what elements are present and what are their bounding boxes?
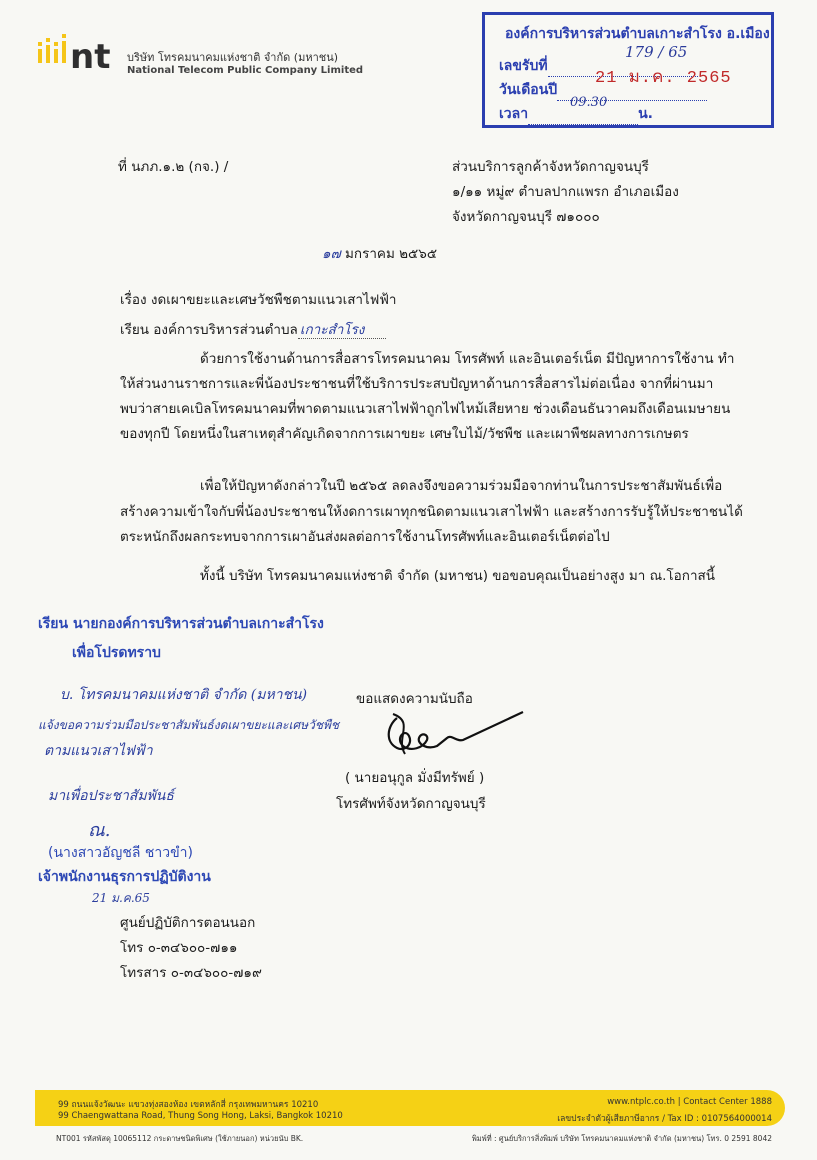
footer-address-th: 99 ถนนแจ้งวัฒนะ แขวงทุ่งสองห้อง เขตหลักสี่ กรุงเทพมหานคร 10210: [58, 1100, 319, 1110]
stamp-receive-value: 179 / 65: [625, 43, 688, 61]
footer-web: www.ntplc.co.th | Contact Center 1888: [607, 1097, 772, 1107]
signature-image: [375, 708, 525, 763]
receipt-stamp: [482, 12, 774, 128]
sender-line-2: ๑/๑๑ หมู่๙ ตำบลปากแพรก อำเภอเมือง: [452, 184, 679, 200]
stamp-receive-label: เลขรับที่: [499, 58, 548, 74]
clerk-title: เจ้าพนักงานธุรการปฏิบัติงาน: [38, 869, 211, 885]
signer-name: ( นายอนุกูล มั่งมีทรัพย์ ): [345, 770, 485, 786]
stamp-time-value: 09.30: [570, 95, 608, 110]
clerk-date: 21 ม.ค.65: [92, 891, 150, 905]
hand-note-2: แจ้งขอความร่วมมือประชาสัมพันธ์งดเผาขยะและเศษวัชพืช: [38, 718, 340, 732]
letter-date-day: ๑๗: [322, 246, 341, 262]
hand-initial: ณ.: [88, 820, 111, 841]
hand-note-4: มาเพื่อประชาสัมพันธ์: [48, 788, 174, 804]
para2-line2: สร้างความเข้าใจกับพี่น้องประชาชนให้งดการเผาทุกชนิดตามแนวเสาไฟฟ้า และสร้างการรับรู้ให้ประชาชนได้: [120, 504, 743, 520]
company-name-en: National Telecom Public Company Limited: [127, 65, 364, 76]
stamp-date-value: 21 ม.ค. 2565: [595, 69, 732, 88]
para1-line1: ด้วยการใช้งานด้านการสื่อสารโทรคมนาคม โทรศัพท์ และอินเตอร์เน็ต มีปัญหาการใช้งาน ทำ: [200, 351, 735, 367]
sender-line-3: จังหวัดกาญจนบุรี ๗๑๐๐๐: [452, 209, 600, 225]
letter-ref: ที่ นภภ.๑.๒ (กจ.) /: [118, 159, 229, 175]
hand-note-1: บ. โทรคมนาคมแห่งชาติ จำกัด (มหาชน): [60, 687, 308, 703]
footer-printer: พิมพ์ที่ : ศูนย์บริการสิ่งพิมพ์ บริษัท โทรคมนาคมแห่งชาติ จำกัด (มหาชน) โทร. 0 2591 8042: [471, 1134, 772, 1143]
annotation-addressee: เรียน นายกองค์การบริหารส่วนตำบลเกาะสำโรง: [38, 616, 324, 632]
para1-line2: ให้ส่วนงานราชการและพี่น้องประชาชนที่ใช้บริการประสบปัญหาด้านการสื่อสารไม่ต่อเนื่อง จากที่ผ่านมา: [120, 376, 714, 392]
footer-form-code: NT001 รหัสพัสดุ 10065112 กระดาษชนิดพิเศษ (ใช้ภายนอก) หน่วยนับ BK.: [56, 1134, 304, 1143]
signer-title: โทรศัพท์จังหวัดกาญจนบุรี: [336, 796, 486, 812]
hand-note-3: ตามแนวเสาไฟฟ้า: [44, 743, 153, 759]
dept-fax: โทรสาร ๐-๓๔๖๐๐-๗๑๙: [120, 965, 262, 981]
para3: ทั้งนี้ บริษัท โทรคมนาคมแห่งชาติ จำกัด (มหาชน) ขอขอบคุณเป็นอย่างสูง มา ณ.โอกาสนี้: [200, 568, 715, 584]
stamp-time-suffix: น.: [638, 106, 653, 122]
letter-date-rest: มกราคม ๒๕๖๕: [345, 246, 438, 262]
stamp-date-label: วันเดือนปี: [499, 82, 558, 98]
letter-date: [322, 242, 437, 264]
stamp-title: องค์การบริหารส่วนตำบลเกาะสำโรง อ.เมือง: [505, 26, 770, 42]
letter-subject: เรื่อง งดเผาขยะและเศษวัชพืชตามแนวเสาไฟฟ้า: [120, 292, 397, 308]
para1-line4: ของทุกปี โดยหนึ่งในสาเหตุสำคัญเกิดจากการเผาขยะ เศษใบไม้/วัชพืช และเผาพืชผลทางการเกษตร: [120, 426, 689, 442]
footer-tax: เลขประจำตัวผู้เสียภาษีอากร / Tax ID : 0107564000014: [557, 1114, 772, 1124]
salutation-handwritten: เกาะสำโรง: [298, 322, 387, 339]
closing: ขอแสดงความนับถือ: [356, 691, 473, 707]
dept-name: ศูนย์ปฏิบัติการตอนนอก: [120, 915, 256, 931]
logo-text: nt: [70, 37, 111, 77]
dept-tel: โทร ๐-๓๔๖๐๐-๗๑๑: [120, 940, 238, 956]
stamp-time-label: เวลา: [499, 106, 529, 122]
footer-address-en: 99 Chaengwattana Road, Thung Song Hong, Laksi, Bangkok 10210: [58, 1111, 343, 1121]
company-name-th: บริษัท โทรคมนาคมแห่งชาติ จำกัด (มหาชน): [127, 51, 339, 64]
clerk-name: (นางสาวอัญชลี ชาวขำ): [48, 845, 193, 861]
para2-line3: ตระหนักถึงผลกระทบจากการเผาอันส่งผลต่อการใช้งานโทรศัพท์และอินเตอร์เน็ตต่อไป: [120, 529, 610, 545]
salutation-prefix: เรียน องค์การบริหารส่วนตำบล: [120, 322, 298, 338]
para1-line3: พบว่าสายเคเบิลโทรคมนาคมที่พาดตามแนวเสาไฟฟ้าถูกไฟไหม้เสียหาย ช่วงเดือนธันวาคมถึงเดือนเมษายน: [120, 401, 731, 417]
annotation-purpose: เพื่อโปรดทราบ: [72, 645, 161, 661]
letter-salutation: [120, 318, 386, 340]
para2-line1: เพื่อให้ปัญหาดังกล่าวในปี ๒๕๖๕ ลดลงจึงขอความร่วมมือจากท่านในการประชาสัมพันธ์เพื่อ: [200, 478, 723, 494]
sender-line-1: ส่วนบริการลูกค้าจังหวัดกาญจนบุรี: [452, 159, 649, 175]
